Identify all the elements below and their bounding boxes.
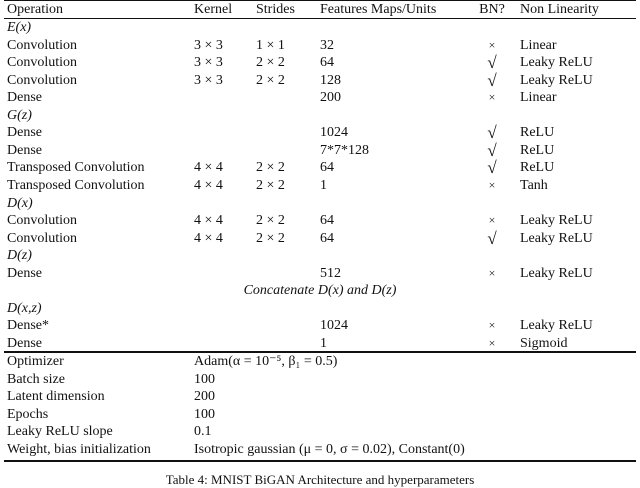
cell-features: 64 xyxy=(320,55,334,71)
section-row xyxy=(4,300,636,317)
cell-bn: × xyxy=(488,177,496,192)
cell-kernel: 3 × 3 xyxy=(194,55,223,71)
cell-strides: 2 × 2 xyxy=(256,177,285,193)
cell-operation: Transposed Convolution xyxy=(7,160,145,176)
bottom-rule xyxy=(4,460,636,462)
cell-operation: Dense xyxy=(7,90,42,106)
section-label: G(z) xyxy=(7,107,32,123)
cell-features: 7*7*128 xyxy=(320,142,369,158)
cell-bn: √ xyxy=(487,70,497,90)
cell-bn: √ xyxy=(487,140,497,160)
cell-nonlinearity: Linear xyxy=(520,90,557,106)
section-label: D(x,z) xyxy=(7,300,42,316)
cell-bn: × xyxy=(488,90,496,105)
header-kernel: Kernel xyxy=(194,2,233,17)
cell-features: 1024 xyxy=(320,318,348,334)
table-row xyxy=(4,317,636,334)
cell-strides: 2 × 2 xyxy=(256,72,285,88)
cell-strides: 1 × 1 xyxy=(256,37,285,53)
setting-name: Epochs xyxy=(7,406,49,422)
table-row xyxy=(4,37,636,54)
cell-features: 512 xyxy=(320,265,341,281)
cell-operation: Convolution xyxy=(7,230,78,246)
table-row xyxy=(4,212,636,229)
cell-nonlinearity: Sigmoid xyxy=(520,335,568,351)
cell-features: 32 xyxy=(320,37,334,53)
cell-operation: Convolution xyxy=(7,213,78,229)
cell-bn: × xyxy=(488,213,496,228)
table-row xyxy=(4,265,636,282)
section-label: D(z) xyxy=(7,248,32,264)
section-row xyxy=(4,107,636,124)
cell-kernel: 4 × 4 xyxy=(194,230,223,246)
setting-row xyxy=(4,353,636,370)
cell-features: 1 xyxy=(320,335,327,351)
table-row xyxy=(4,177,636,194)
cell-strides: 2 × 2 xyxy=(256,160,285,176)
concat-label: Concatenate D(x) and D(z) xyxy=(243,283,397,299)
table-row xyxy=(4,89,636,106)
setting-value: 100 xyxy=(194,406,215,422)
cell-bn: × xyxy=(488,37,496,52)
cell-nonlinearity: Leaky ReLU xyxy=(520,72,593,88)
table-row xyxy=(4,159,636,176)
cell-operation: Convolution xyxy=(7,37,78,53)
concat-row xyxy=(4,282,636,299)
cell-features: 1 xyxy=(320,177,327,193)
section-row xyxy=(4,19,636,36)
cell-features: 64 xyxy=(320,213,334,229)
cell-nonlinearity: ReLU xyxy=(520,160,555,176)
header-operation: Operation xyxy=(7,2,63,17)
cell-kernel: 4 × 4 xyxy=(194,177,223,193)
header-row xyxy=(4,1,636,18)
header-bn: BN? xyxy=(479,2,505,17)
cell-operation: Convolution xyxy=(7,55,78,71)
cell-bn: √ xyxy=(487,123,497,143)
table-row xyxy=(4,335,636,352)
cell-nonlinearity: Leaky ReLU xyxy=(520,213,593,229)
table-row xyxy=(4,142,636,159)
cell-bn: × xyxy=(488,318,496,333)
cell-bn: √ xyxy=(487,53,497,73)
setting-row xyxy=(4,441,636,458)
cell-operation: Dense* xyxy=(7,318,49,334)
cell-operation: Dense xyxy=(7,125,42,141)
cell-features: 200 xyxy=(320,90,341,106)
cell-operation: Dense xyxy=(7,265,42,281)
setting-row xyxy=(4,371,636,388)
setting-value: 100 xyxy=(194,371,215,387)
setting-value: 0.1 xyxy=(194,424,212,440)
cell-strides: 2 × 2 xyxy=(256,55,285,71)
table-row xyxy=(4,54,636,71)
cell-nonlinearity: Leaky ReLU xyxy=(520,265,593,281)
header-features: Features Maps/Units xyxy=(320,2,437,17)
table-row xyxy=(4,72,636,89)
setting-name: Optimizer xyxy=(7,354,64,369)
cell-nonlinearity: Tanh xyxy=(520,177,548,193)
table-row xyxy=(4,230,636,247)
cell-features: 128 xyxy=(320,72,341,88)
section-label: D(x) xyxy=(7,195,33,211)
cell-nonlinearity: ReLU xyxy=(520,142,555,158)
cell-nonlinearity: ReLU xyxy=(520,125,555,141)
cell-bn: √ xyxy=(487,158,497,178)
section-row xyxy=(4,195,636,212)
setting-name: Latent dimension xyxy=(7,389,105,405)
cell-operation: Dense xyxy=(7,142,42,158)
cell-features: 64 xyxy=(320,160,334,176)
cell-kernel: 4 × 4 xyxy=(194,213,223,229)
cell-nonlinearity: Leaky ReLU xyxy=(520,55,593,71)
table-caption: Table 4: MNIST BiGAN Architecture and hyperparameters xyxy=(165,472,475,487)
header-strides: Strides xyxy=(256,2,295,17)
setting-name: Leaky ReLU slope xyxy=(7,424,113,440)
cell-nonlinearity: Linear xyxy=(520,37,557,53)
setting-value: 200 xyxy=(194,389,215,405)
cell-nonlinearity: Leaky ReLU xyxy=(520,230,593,246)
cell-bn: √ xyxy=(487,228,497,248)
setting-row xyxy=(4,406,636,423)
cell-strides: 2 × 2 xyxy=(256,213,285,229)
section-row xyxy=(4,247,636,264)
header-nonlinearity: Non Linearity xyxy=(520,2,599,17)
cell-kernel: 3 × 3 xyxy=(194,37,223,53)
section-label: E(x) xyxy=(7,20,32,35)
cell-operation: Transposed Convolution xyxy=(7,177,145,193)
cell-features: 1024 xyxy=(320,125,348,141)
cell-nonlinearity: Leaky ReLU xyxy=(520,318,593,334)
cell-bn: × xyxy=(488,265,496,280)
cell-strides: 2 × 2 xyxy=(256,230,285,246)
setting-name: Batch size xyxy=(7,371,65,387)
setting-value: Adam(α = 10⁻⁵, β₁ = 0.5) xyxy=(194,354,338,369)
setting-row xyxy=(4,423,636,440)
cell-kernel: 4 × 4 xyxy=(194,160,223,176)
cell-operation: Dense xyxy=(7,335,42,351)
setting-name: Weight, bias initialization xyxy=(7,442,151,457)
table-row xyxy=(4,124,636,141)
cell-kernel: 3 × 3 xyxy=(194,72,223,88)
cell-operation: Convolution xyxy=(7,72,78,88)
cell-bn: × xyxy=(488,335,496,350)
setting-value: Isotropic gaussian (μ = 0, σ = 0.02), Constant(0) xyxy=(194,442,465,457)
setting-row xyxy=(4,388,636,405)
cell-features: 64 xyxy=(320,230,334,246)
